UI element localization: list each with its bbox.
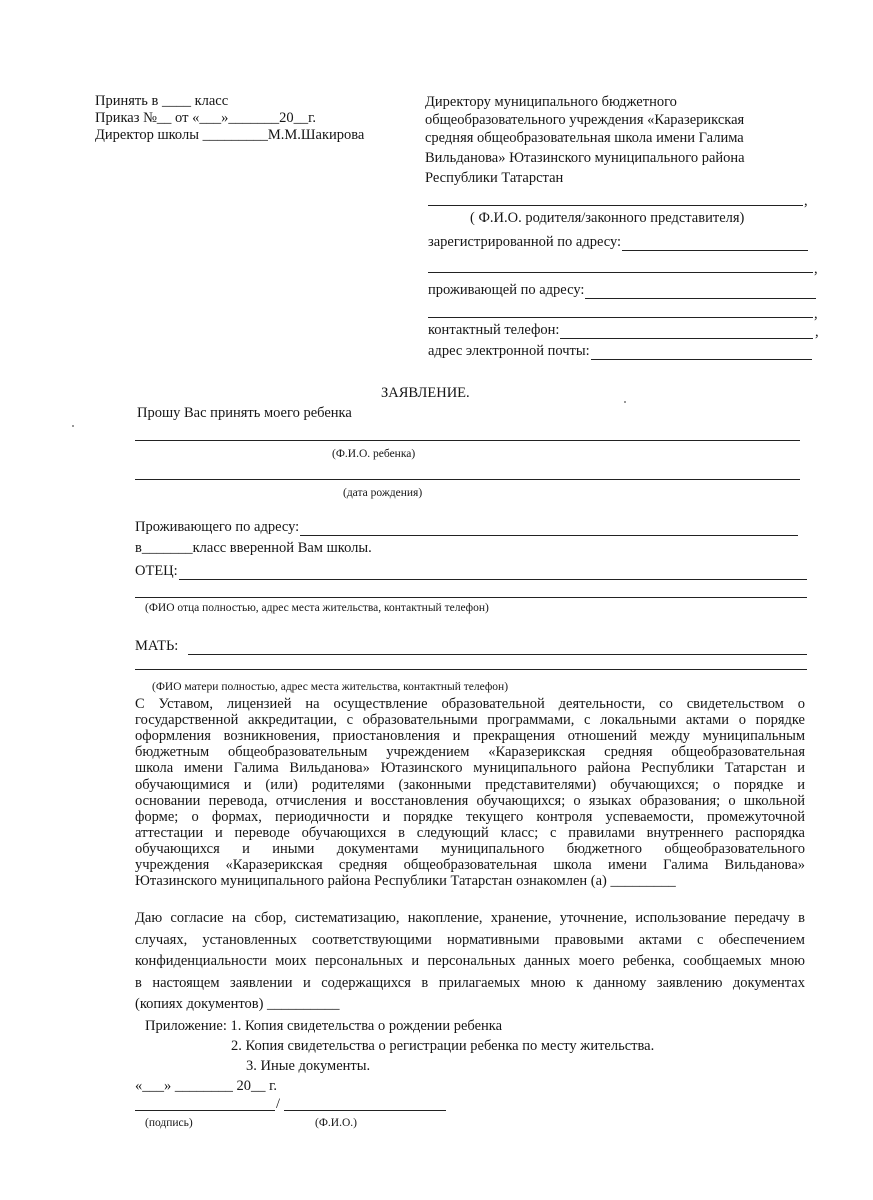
living-address-field[interactable] (428, 282, 816, 299)
mother-caption: (ФИО матери полностью, адрес места жительства, контактный телефон) (152, 681, 509, 693)
addressee-line: Директору муниципального бюджетного (425, 94, 677, 110)
signature-date: «___» ________ 20__ г. (135, 1078, 278, 1094)
father-field-line2[interactable] (135, 597, 807, 598)
signature-name-caption: (Ф.И.О.) (315, 1117, 357, 1129)
document-title: ЗАЯВЛЕНИЕ. (381, 385, 470, 401)
living-address-label: проживающей по адресу: (428, 282, 585, 298)
signature-separator: / (276, 1096, 281, 1112)
email-label: адрес электронной почты: (428, 343, 590, 359)
paragraph-line: Ютазинского муниципального района Республики Татарстан ознакомлен (а) _________ (135, 873, 676, 890)
child-name-caption: (Ф.И.О. ребенка) (332, 448, 416, 460)
paragraph-line: С Уставом, лицензией на осуществление образовательной деятельности, со свидетельством о (135, 696, 805, 712)
parent-name-field[interactable] (428, 205, 803, 206)
signature-field[interactable] (135, 1110, 275, 1111)
registered-address-label: зарегистрированной по адресу: (428, 234, 622, 250)
father-label: ОТЕЦ: (135, 563, 178, 579)
father-caption: (ФИО отца полностью, адрес места жительства, контактный телефон) (145, 602, 489, 614)
mother-field[interactable] (135, 638, 807, 655)
signature-name-field[interactable] (284, 1110, 446, 1111)
living-address-line2[interactable] (428, 317, 813, 318)
addressee-line: Республики Татарстан (425, 170, 564, 186)
paragraph-line: школа имени Галима Вильданова» Ютазинского муниципального района Республики Татарстан и (135, 760, 805, 777)
birth-date-caption: (дата рождения) (343, 487, 423, 499)
paragraph-line: основании перевода, отчисления и восстановления обучающихся; о языках образования; о школьной (135, 792, 805, 809)
addressee-line: средняя общеобразовательная школа имени Галима (425, 130, 744, 146)
order-director: Директор школы _________М.М.Шакирова (95, 127, 365, 143)
mother-field-line2[interactable] (135, 669, 807, 670)
registered-address-line2[interactable] (428, 272, 813, 273)
attachments-item2: 2. Копия свидетельства о регистрации ребенка по месту жительства. (231, 1038, 655, 1054)
paragraph-line: государственной аккредитации, с образовательными программами, с локальными актами о порядке (135, 712, 805, 729)
child-address-field[interactable] (135, 519, 798, 536)
order-number-date: Приказ №__ от «___»_______20__г. (95, 110, 317, 126)
order-accept-class: Принять в ____ класс (95, 93, 229, 109)
addressee-line: общеобразовательного учреждения «Каразерикская (425, 112, 745, 128)
attachments-item1: Приложение: 1. Копия свидетельства о рождении ребенка (145, 1018, 503, 1034)
paragraph-line: обучающихся и иными документами муниципального бюджетного общеобразовательного (135, 840, 805, 857)
class-line: в_______класс вверенной Вам школы. (135, 540, 372, 556)
paragraph-line: Даю согласие на сбор, систематизацию, накопление, хранение, уточнение, использование передачу в (135, 910, 805, 926)
paragraph-line: конфиденциальности моих персональных и персональных данных моего ребенка, сообщаемых мною (135, 953, 805, 969)
signature-caption: (подпись) (145, 1117, 193, 1129)
paragraph-line: в настоящем заявлении и содержащихся в прилагаемых мною к данному заявлению документах (135, 974, 805, 991)
paragraph-line: оформления возникновения, приостановления и прекращения отношений между муниципальным (135, 728, 805, 745)
scan-speck (72, 425, 74, 427)
child-address-label: Проживающего по адресу: (135, 519, 300, 535)
paragraph-line: обучающимися и (или) родителями (законными представителями) обучающихся; о порядке и (135, 776, 805, 793)
phone-field[interactable] (428, 322, 813, 339)
paragraph-line: (копиях документов) __________ (135, 996, 340, 1012)
paragraph-line: форме; о формах, периодичности и порядке текущего контроля успеваемости, промежуточной (135, 808, 805, 825)
mother-label: МАТЬ: (135, 638, 179, 654)
attachments-item3: 3. Иные документы. (246, 1058, 371, 1074)
parent-name-caption: ( Ф.И.О. родителя/законного представителя) (470, 210, 745, 226)
scan-speck (624, 401, 626, 403)
paragraph-line: случаях, установленных соответствующими нормативными правовыми актами с обеспечением (135, 931, 805, 948)
paragraph-line: аттестации и переводе обучающихся в следующий класс; с правилами внутреннего распорядка (135, 824, 805, 841)
birth-date-field[interactable] (135, 479, 800, 480)
paragraph-line: бюджетным общеобразовательным учреждением «Каразерикская средняя общеобразовательная (135, 744, 805, 761)
registered-address-field[interactable] (428, 234, 808, 251)
email-field[interactable] (428, 343, 812, 360)
phone-label: контактный телефон: (428, 322, 560, 338)
child-name-field[interactable] (135, 440, 800, 441)
addressee-line: Вильданова» Ютазинского муниципального района (425, 150, 745, 166)
request-intro: Прошу Вас принять моего ребенка (137, 405, 352, 421)
paragraph-line: учреждения «Каразерикская средняя общеобразовательная школа имени Галима Вильданова» (135, 857, 805, 873)
father-field[interactable] (135, 563, 807, 580)
